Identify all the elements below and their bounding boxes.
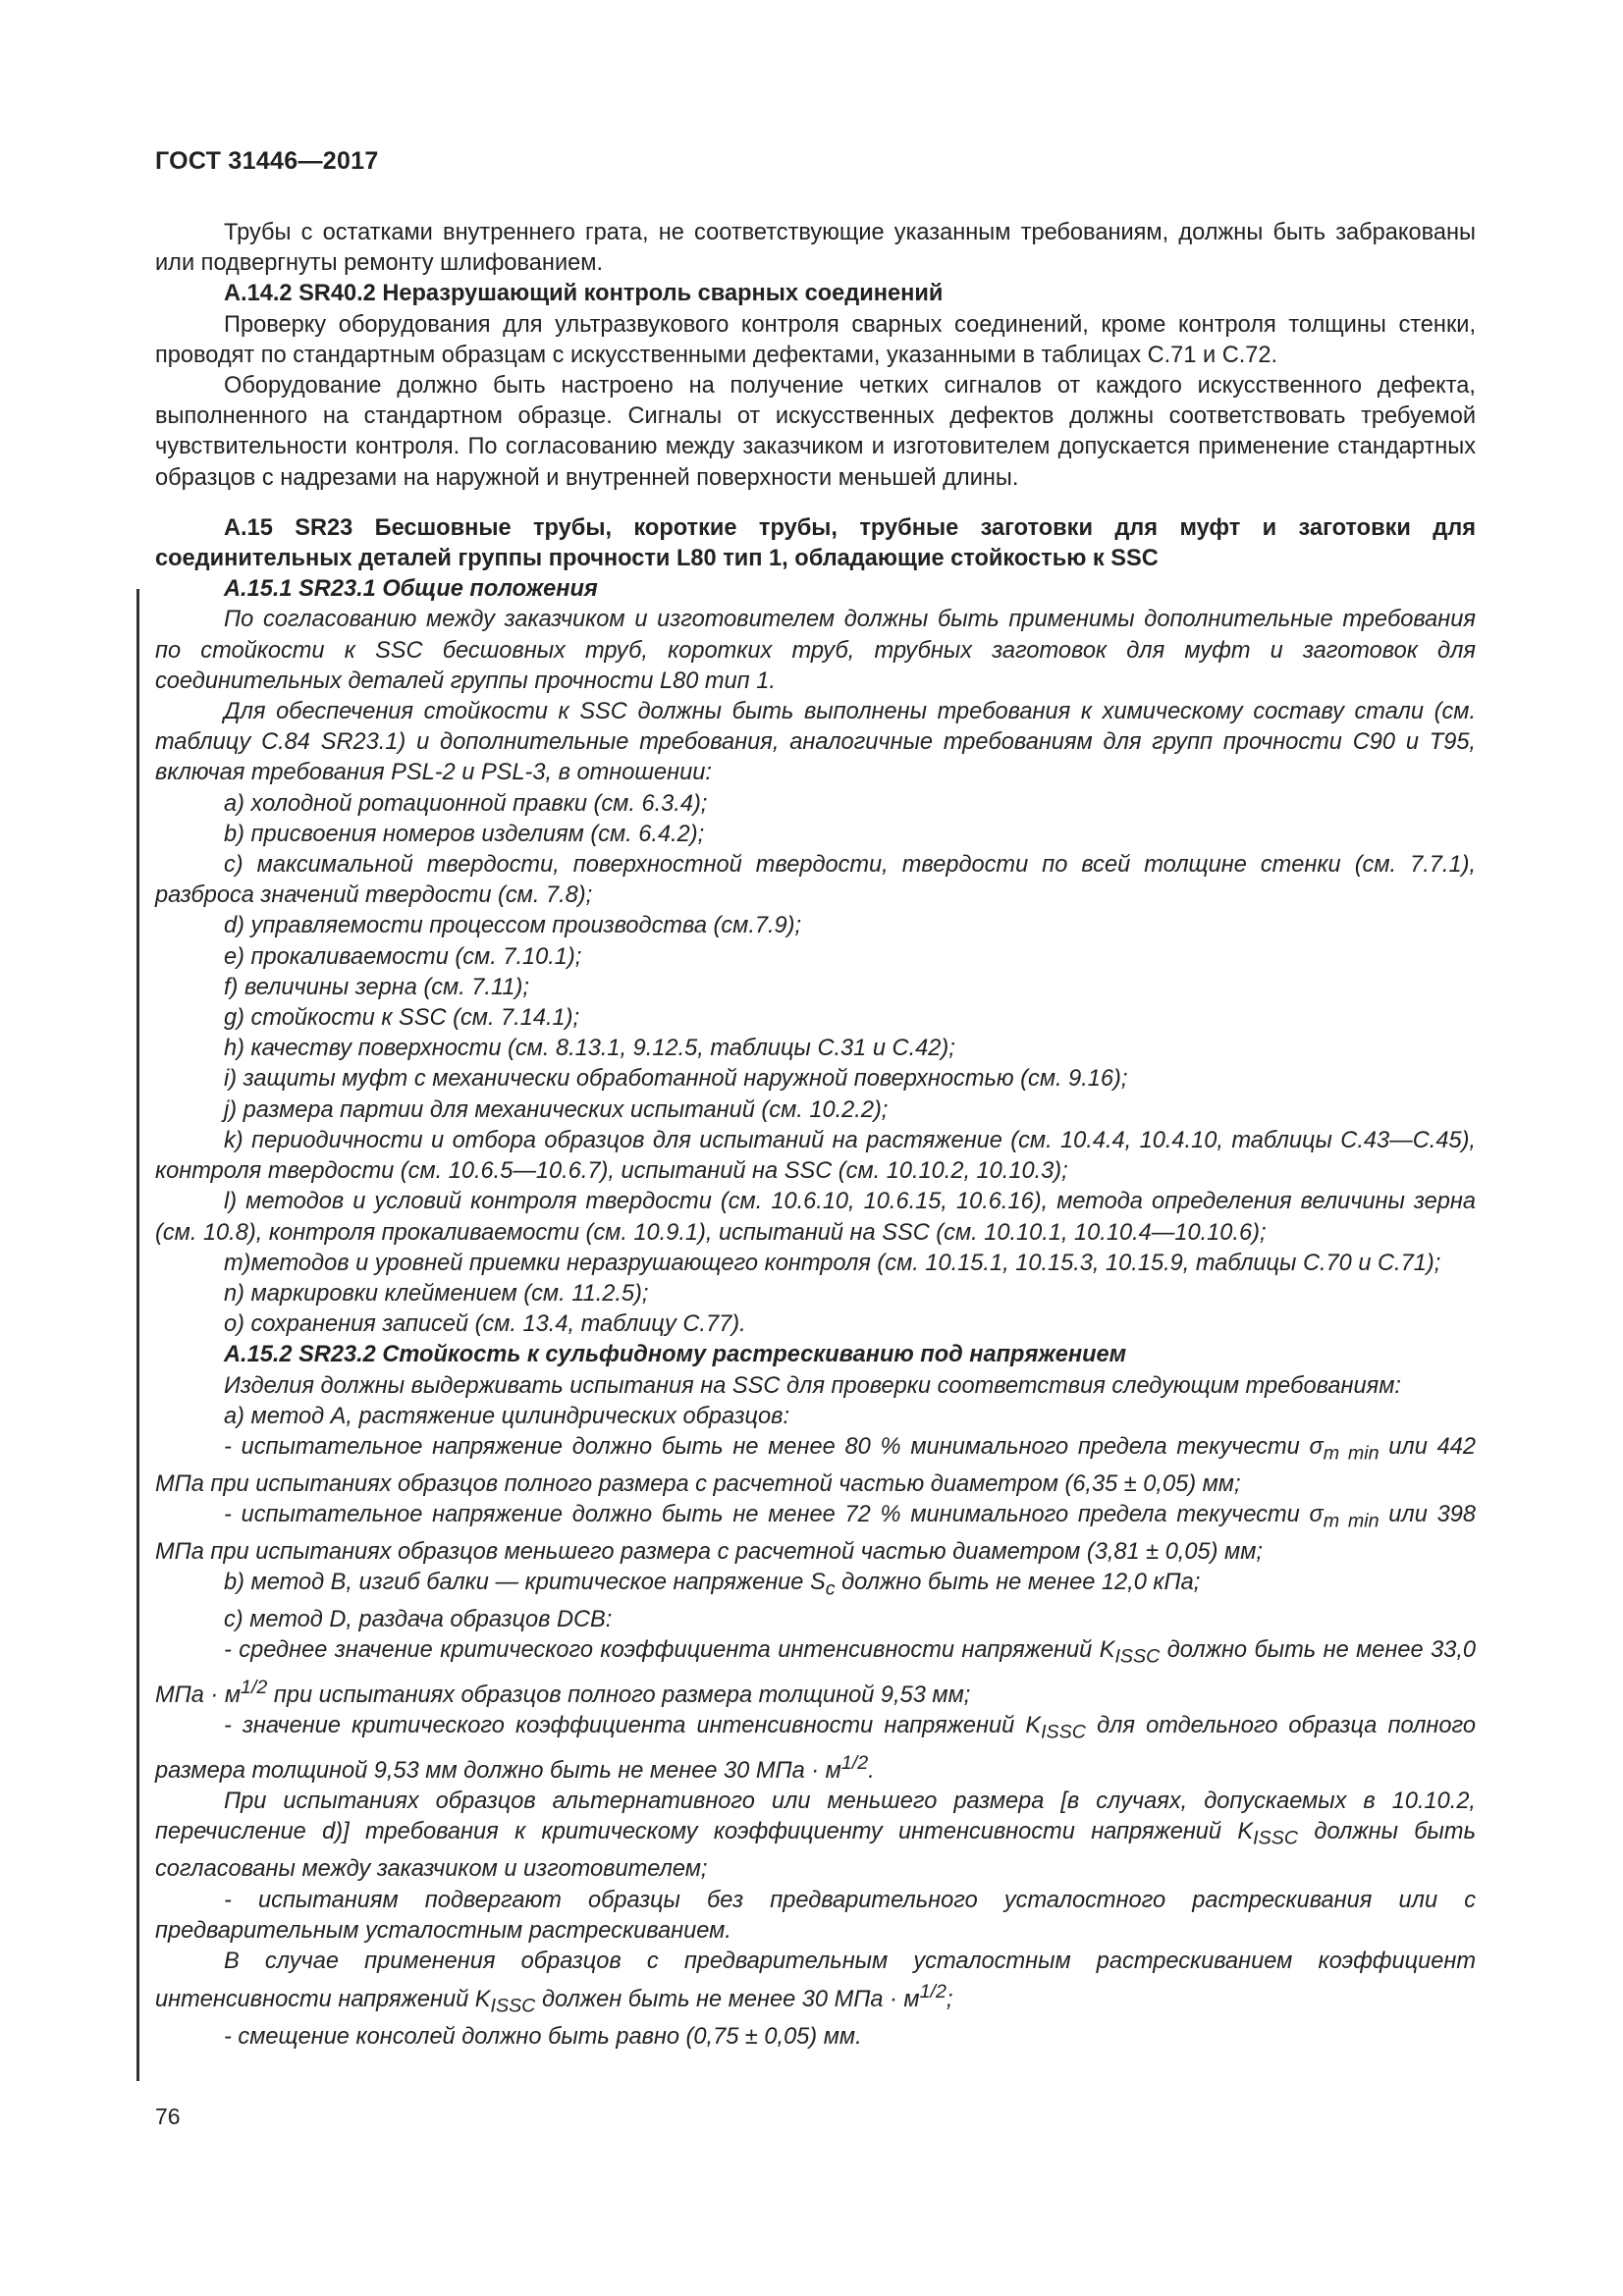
text-run: - испытательное напряжение должно быть не менее 80 % минимального предела текучести σ — [224, 1433, 1324, 1460]
list-item-b: b) присвоения номеров изделиям (см. 6.4.2); — [224, 821, 705, 847]
requirement-item: - смещение консолей должно быть равно (0,75 ± 0,05) мм. — [224, 2023, 862, 2050]
subscript: ISSC — [1041, 1722, 1086, 1743]
list-item-d: d) управляемости процессом производства (см.7.9); — [224, 913, 802, 939]
list-item-l: l) методов и условий контроля твердости (см. 10.6.10, 10.6.15, 10.6.16), метода определения величины зерна (см. 10.8), контроля прокаливаемости (см. 10.9.1), испытаний на SSC (см. 10.10.1, 10.10.4—10.10.6); — [155, 1189, 1476, 1246]
requirement-item — [155, 1432, 1476, 1500]
section-heading-a14-2: А.14.2 SR40.2 Неразрушающий контроль сварных соединений — [224, 281, 944, 307]
subscript: ISSC — [1253, 1828, 1299, 1850]
section-heading-a15: А.15 SR23 Бесшовные трубы, короткие трубы, трубные заготовки для муфт и заготовки для соединительных деталей группы прочности L80 тип 1, обладающие стойкостью к SSC — [155, 514, 1476, 572]
superscript: 1/2 — [919, 1981, 947, 2003]
section-heading-a15-2: А.15.2 SR23.2 Стойкость к сульфидному растрескиванию под напряжением — [224, 1342, 1127, 1368]
subscript: ISSC — [490, 1995, 536, 2017]
paragraph — [155, 1947, 1476, 2022]
subscript: ISSC — [1114, 1646, 1161, 1669]
text-run: или 442 МПа при испытаниях образцов полного размера с расчетной частью диаметром (6,35 ± 0,05) мм; — [155, 1433, 1476, 1497]
subscript: т min — [1323, 1510, 1380, 1532]
text-run: должно быть не менее 33,0 МПа · м — [155, 1637, 1476, 1709]
text-run: . — [868, 1758, 875, 1785]
superscript: 1/2 — [241, 1677, 268, 1699]
text-run: b) метод В, изгиб балки — критическое напряжение S — [224, 1570, 826, 1596]
superscript: 1/2 — [840, 1752, 869, 1775]
text-run: должен быть не менее 30 МПа · м — [535, 1987, 920, 2013]
paragraph: Трубы с остатками внутреннего грата, не соответствующие указанным требованиям, должны быть забракованы или подвергнуты ремонту шлифованием. — [155, 220, 1476, 277]
list-item-e: e) прокаливаемости (см. 7.10.1); — [224, 943, 582, 970]
list-item-m: m)методов и уровней приемки неразрушающего контроля (см. 10.15.1, 10.15.3, 10.15.9, таблицы С.70 и С.71); — [224, 1250, 1441, 1276]
list-item-n: n) маркировки клеймением (см. 11.2.5); — [224, 1280, 649, 1307]
change-bar — [136, 589, 139, 2081]
page-number: 76 — [155, 2104, 181, 2129]
list-item-i: i) защиты муфт с механически обработанной наружной поверхностью (см. 9.16); — [224, 1066, 1128, 1093]
section-heading-a15-1: А.15.1 SR23.1 Общие положения — [224, 576, 598, 603]
list-item-c: c) максимальной твердости, поверхностной твердости, твердости по всей толщине стенки (см. 7.7.1), разброса значений твердости (см. 7.8); — [155, 852, 1476, 909]
paragraph: Оборудование должно быть настроено на получение четких сигналов от каждого искусственного дефекта, выполненного на стандартном образце. Сигналы от искусственных дефектов должны соответствовать требуемой чувствительности контроля. По согласованию между заказчиком и изготовителем допускается применение стандартных образцов с надрезами на наружной и внутренней поверхности меньшей длины. — [155, 373, 1476, 491]
text-run: - среднее значение критического коэффициента интенсивности напряжений K — [224, 1637, 1115, 1664]
list-item-g: g) стойкости к SSC (см. 7.14.1); — [224, 1005, 580, 1032]
paragraph: Для обеспечения стойкости к SSC должны быть выполнены требования к химическому составу стали (см. таблицу С.84 SR23.1) и дополнительные требования, аналогичные требованиям для групп прочности С90 и Т95, включая требования PSL-2 и PSL-3, в отношении: — [155, 699, 1476, 786]
list-item-a: a) холодной ротационной правки (см. 6.3.4); — [224, 790, 708, 817]
text-run: ; — [946, 1987, 953, 2013]
subscript: c — [825, 1577, 836, 1600]
paragraph: Изделия должны выдерживать испытания на SSC для проверки соответствия следующим требованиям: — [224, 1372, 1401, 1399]
text-run: при испытаниях образцов полного размера толщиной 9,53 мм; — [267, 1682, 971, 1709]
list-item-h: h) качеству поверхности (см. 8.13.1, 9.12.5, таблицы С.31 и С.42); — [224, 1036, 955, 1062]
text-run: для отдельного образца полного размера толщиной 9,53 мм должно быть не менее 30 МПа · м — [155, 1713, 1476, 1785]
requirement-item — [155, 1500, 1476, 1568]
paragraph: По согласованию между заказчиком и изготовителем должны быть применимы дополнительные требования по стойкости к SSC бесшовных труб, коротких труб, трубных заготовок для муфт и заготовок для соединительных деталей группы прочности L80 тип 1. — [155, 607, 1476, 694]
page-body — [155, 218, 1476, 2053]
list-item-j: j) размера партии для механических испытаний (см. 10.2.2); — [224, 1096, 889, 1123]
text-run: В случае применения образцов с предварительным усталостным растрескиванием коэффициент интенсивности напряжений K — [155, 1949, 1476, 2013]
list-item-f: f) величины зерна (см. 7.11); — [224, 974, 529, 1000]
requirement-item — [155, 1635, 1476, 1711]
paragraph — [155, 1787, 1476, 1885]
text-run: или 398 МПа при испытаниях образцов меньшего размера с расчетной частью диаметром (3,81 ± 0,05) мм; — [155, 1502, 1476, 1565]
requirement-item — [155, 1711, 1476, 1787]
text-run: При испытаниях образцов альтернативного или меньшего размера [в случаях, допускаемых в 10.10.2, перечисление d)] требования к критическому коэффициенту интенсивности напряжений K — [155, 1789, 1476, 1845]
subscript: т min — [1323, 1442, 1380, 1465]
list-item-k: k) периодичности и отбора образцов для испытаний на растяжение (см. 10.4.4, 10.4.10, таблицы С.43—С.45), контроля твердости (см. 10.6.5—10.6.7), испытаний на SSC (см. 10.10.2, 10.10.3); — [155, 1127, 1476, 1185]
method-a-item: a) метод А, растяжение цилиндрических образцов: — [224, 1403, 790, 1429]
requirement-item: - испытаниям подвергают образцы без предварительного усталостного растрескивания или с предварительным усталостным растрескиванием. — [155, 1887, 1476, 1944]
paragraph: Проверку оборудования для ультразвукового контроля сварных соединений, кроме контроля толщины стенки, проводят по стандартным образцам с искусственными дефектами, указанными в таблицах С.71 и С.72. — [155, 311, 1476, 368]
text-run: - значение критического коэффициента интенсивности напряжений K — [224, 1713, 1042, 1739]
document-header: ГОСТ 31446—2017 — [155, 147, 379, 175]
method-d-item: c) метод D, раздача образцов DCB: — [224, 1607, 613, 1633]
list-item-o: o) сохранения записей (см. 13.4, таблицу С.77). — [224, 1311, 746, 1338]
method-b-item — [155, 1568, 1476, 1605]
text-run: должно быть не менее 12,0 кПа; — [835, 1570, 1201, 1596]
text-run: - испытательное напряжение должно быть не менее 72 % минимального предела текучести σ — [224, 1502, 1324, 1528]
text-run: должны быть согласованы между заказчиком и изготовителем; — [155, 1819, 1476, 1883]
